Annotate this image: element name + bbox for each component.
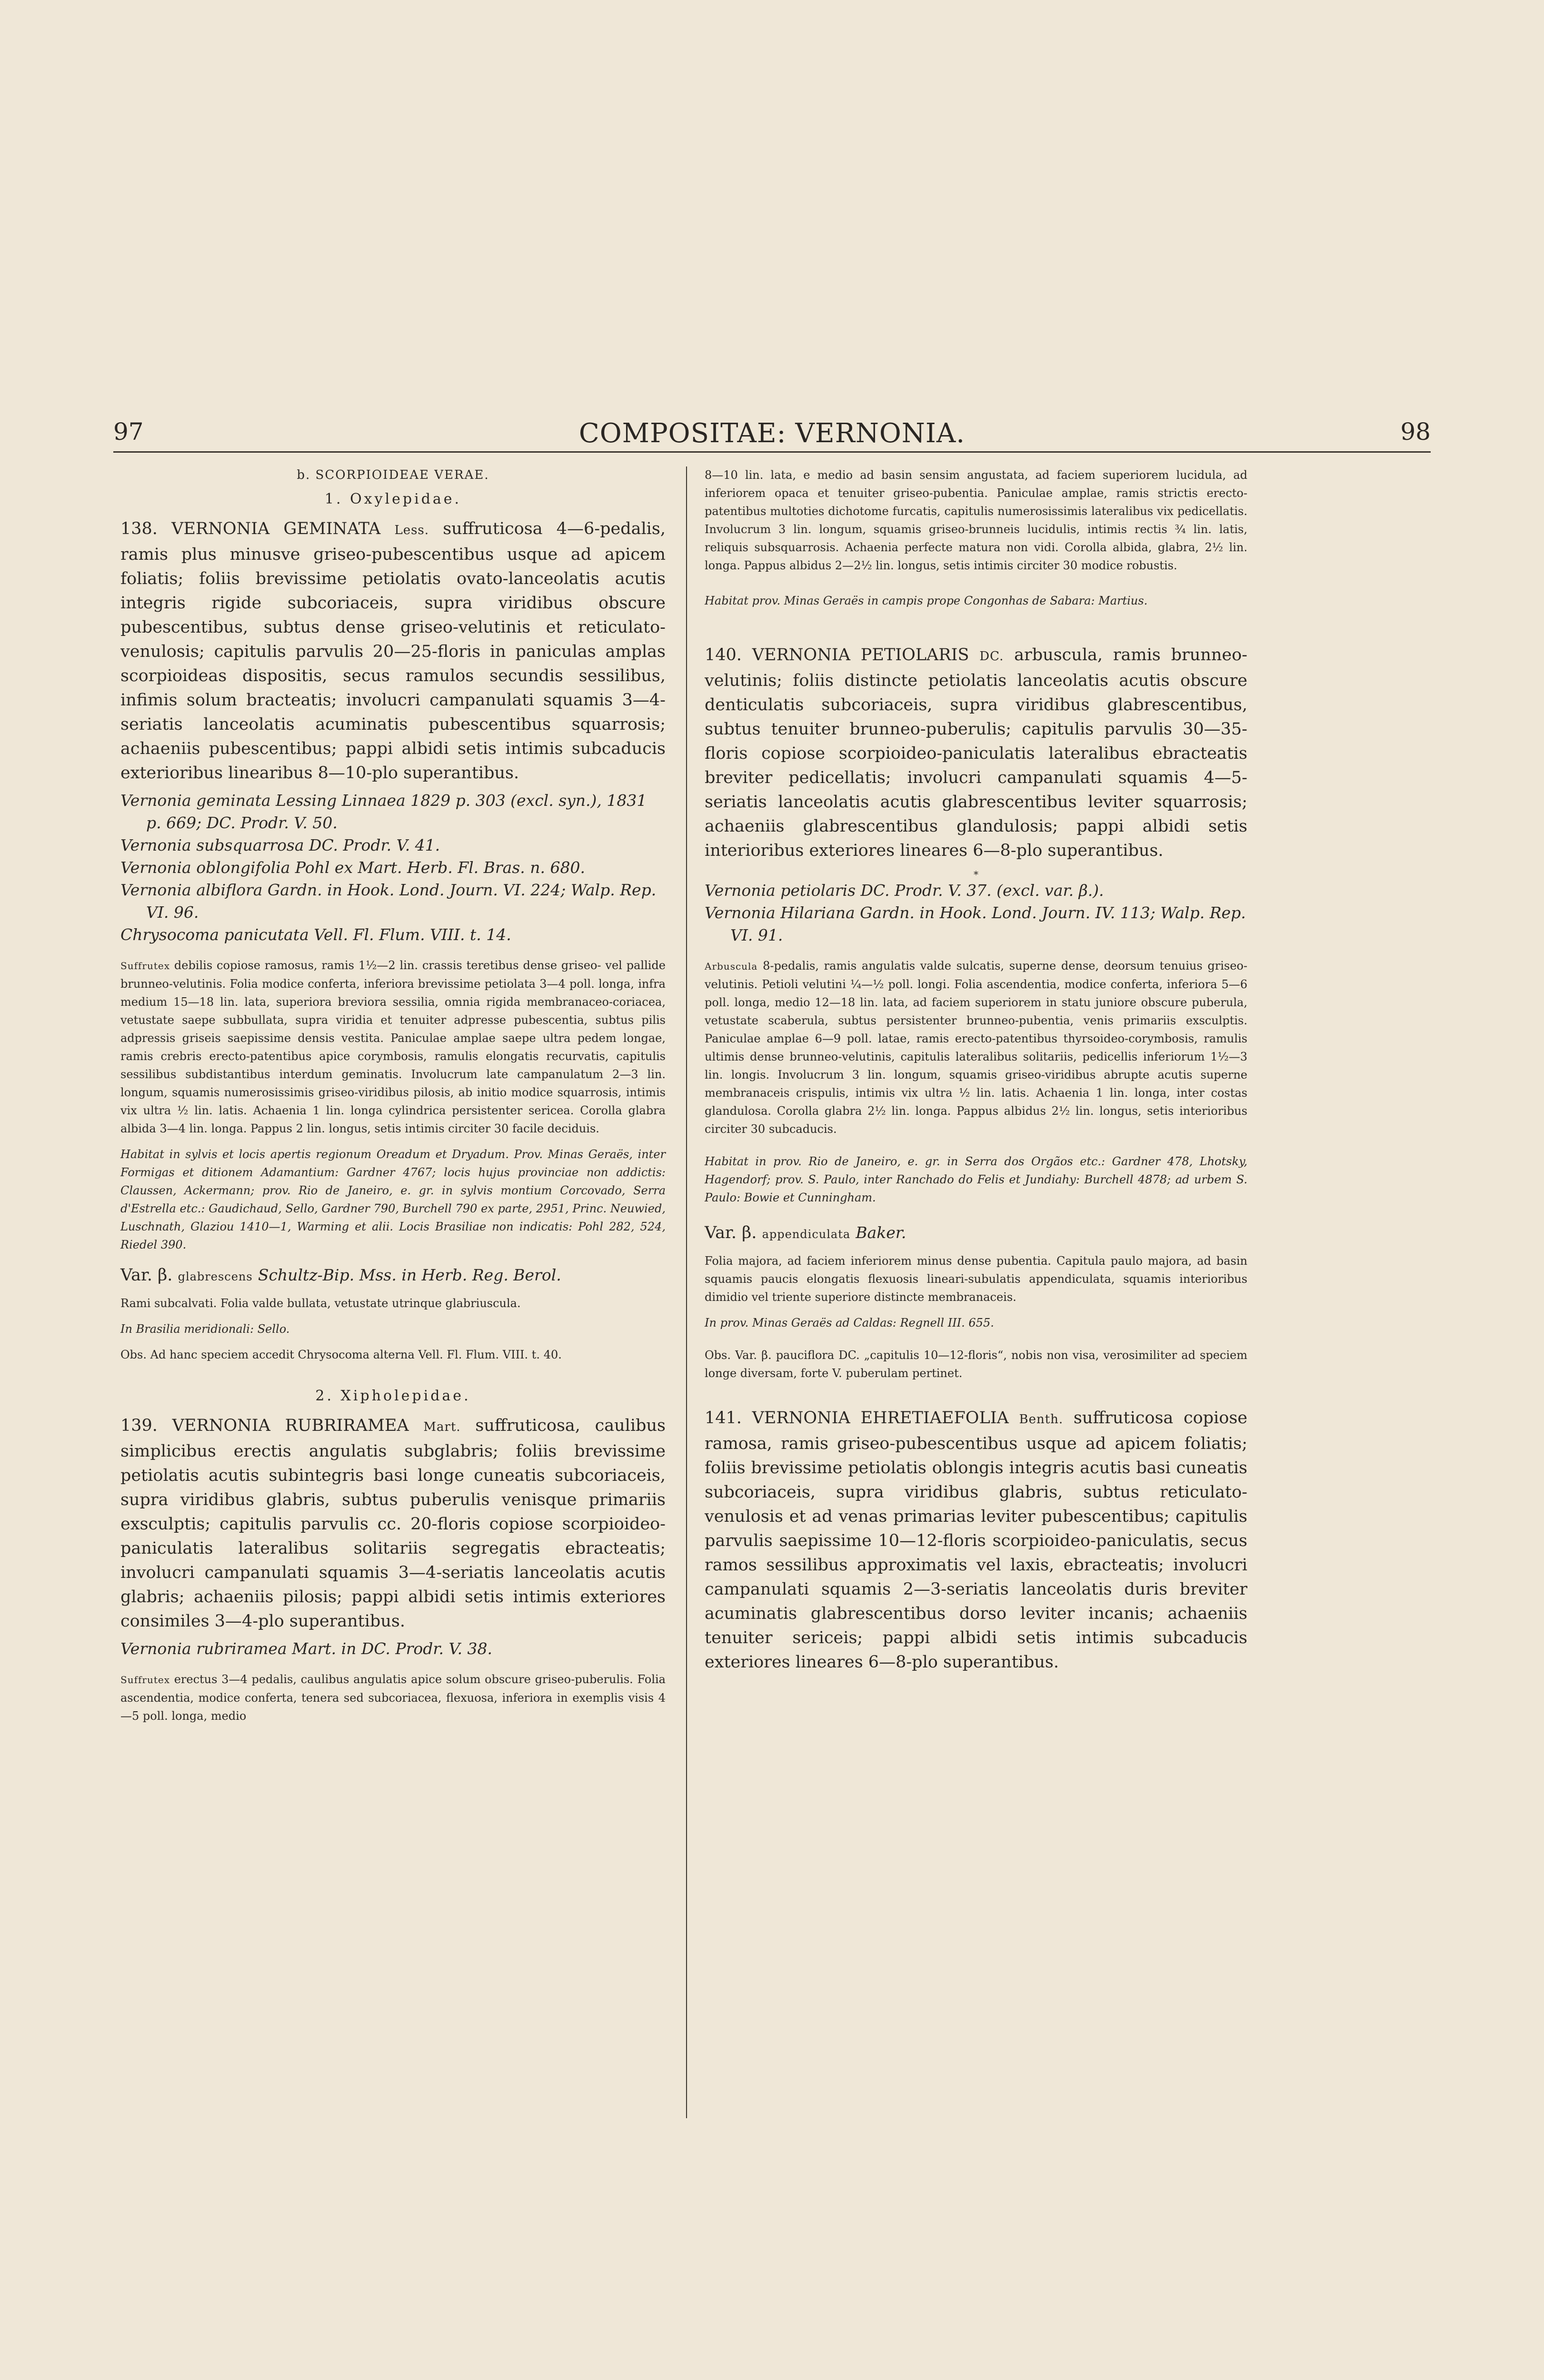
species-139-author: Mart.: [423, 1420, 461, 1434]
species-138-habitat: Habitat in sylvis et locis apertis regionum Oreadum et Dryadum. Prov. Minas Geraës, inter Formigas et ditionem Adamantium: Gardner 4767; locis hujus provinciae non addictis: Claussen, Ackermann; prov. Rio de Janeiro, e. gr. in sylvis montium Corcovado, Serra d'Estrella etc.: Gaudichaud, Sello, Gardner 790, Burchell 790 ex parte, 2951, Princ. Neuwied, Luschnath, Glaziou 1410—1, Warming et alii. Locis Brasiliae non indicatis: Pohl 282, 524, Riedel 390.: [120, 1148, 666, 1251]
species-138-observation: Obs. Ad hanc speciem accedit Chrysocoma alterna Vell. Fl. Flum. VIII. t. 40.: [120, 1348, 562, 1361]
species-139-diagnosis: [120, 1414, 666, 1634]
variety-name: appendiculata: [762, 1228, 851, 1241]
species-140-description: [705, 957, 1247, 1138]
spacer: [705, 1382, 1247, 1406]
species-141-diagnosis: [705, 1406, 1247, 1675]
right-column: [705, 464, 1247, 1675]
section-heading: b. SCORPIOIDEAE VERAE.: [297, 468, 489, 482]
species-138-diagnosis: [120, 517, 666, 785]
synonym: Vernonia oblongifolia Pohl ex Mart. Herb. Fl. Bras. n. 680.: [120, 858, 585, 877]
species-140-diagnosis: [705, 643, 1247, 863]
variety-author: Baker.: [856, 1223, 906, 1242]
species-139-text: suffruticosa, caulibus simplicibus erectis angulatis subglabris; foliis brevissime petiolatis acutis subintegris basi longe cuneatis subcoriaceis, supra viridibus glabris, subtus puberulis venisque primariis exsculptis; capitulis parvulis cc. 20-floris copiose scorpioideo-paniculatis lateralibus solitariis segregatis ebracteatis; involucri campanulati squamis 3—4-seriatis lanceolatis acutis glabris; achaeniis pilosis; pappi albidi setis intimis exteriores consimiles 3—4-plo superantibus.: [120, 1416, 666, 1631]
page-number-right: 98: [1400, 418, 1431, 446]
species-140-synonyms: [705, 879, 1247, 946]
running-header: [113, 418, 1431, 451]
spacer: [705, 610, 1247, 643]
species-141-text: suffruticosa copiose ramosa, ramis griseo-pubescentibus usque ad apicem foliatis; foliis brevissime petiolatis oblongis integris acutis basi cuneatis subcoriaceis, supra viridibus glabris, subtus reticulato-venulosis et ad venas primarias leviter pubescentibus; capitulis parvulis saepissime 10—12-floris scorpioideo-paniculatis, secus ramos sessilibus approximatis vel laxis, ebracteatis; involucri campanulati squamis 2—3-seriatis lanceolatis duris breviter acuminatis glabrescentibus dorso leviter incanis; achaeniis tenuiter sericeis; pappi albidi setis intimis subcaducis exteriores lineares 6—8-plo superantibus.: [705, 1408, 1247, 1672]
synonym: Vernonia petiolaris DC. Prodr. V. 37. (excl. var. β.).: [705, 881, 1104, 900]
subsection-heading: 1. Oxylepidae.: [324, 491, 462, 507]
species-139-description: [120, 1670, 666, 1725]
species-141-author: Benth.: [1019, 1412, 1064, 1427]
desc-lead: Arbuscula: [705, 961, 758, 972]
species-139-synonyms: [120, 1637, 666, 1660]
species-140-text: arbuscula, ramis brunneo-velutinis; foliis distincte petiolatis lanceolatis acutis obscure denticulatis subcoriaceis, supra viridibus glabrescentibus, subtus tenuiter brunneo-puberulis; capitulis parvulis 30—35-floris copiose scorpioideo-paniculatis lateralibus ebracteatis breviter pedicellatis; involucri campanulati squamis 4—5-seriatis lanceolatis acutis glabrescentibus leviter squarrosis; achaeniis glabrescentibus glandulosis; pappi albidi setis interioribus exteriores lineares 6—8-plo superantibus.: [705, 645, 1247, 860]
synonym: Vernonia geminata Lessing Linnaea 1829 p. 303 (excl. syn.), 1831 p. 669; DC. Prodr. V. 50.: [120, 791, 647, 832]
variety-label: Var. β.: [120, 1266, 173, 1285]
variety-138-description: Rami subcalvati. Folia valde bullata, vetustate utrinque glabriuscula.: [120, 1297, 521, 1310]
species-140-author: DC.: [979, 649, 1004, 664]
variety-label: Var. β.: [705, 1223, 757, 1242]
species-139-name: 139. VERNONIA RUBRIRAMEA: [120, 1416, 409, 1435]
left-column: [120, 464, 666, 1725]
subsection-heading: 2. Xipholepidae.: [315, 1388, 471, 1404]
variety-140-habitat: In prov. Minas Geraës ad Caldas: Regnell III. 655.: [705, 1316, 994, 1329]
variety-138-habitat: In Brasilia meridionali: Sello.: [120, 1322, 290, 1336]
variety-name: glabrescens: [178, 1270, 253, 1283]
desc-text: erectus 3—4 pedalis, caulibus angulatis apice solum obscure griseo-puberulis. Folia ascendentia, modice conferta, tenera sed subcoriacea, flexuosa, inferiora in exemplis visis 4—5 poll. longa, medio: [120, 1673, 666, 1723]
desc-lead: Suffrutex: [120, 960, 170, 972]
species-140-name: 140. VERNONIA PETIOLARIS: [705, 645, 969, 664]
variety-140-description: Folia majora, ad faciem inferiorem minus dense pubentia. Capitula paulo majora, ad basin squamis paucis elongatis flexuosis lineari-subulatis appendiculata, squamis interioribus dimidio vel triente superiore distincte membranaceis.: [705, 1254, 1247, 1304]
synonym: Chrysocoma panicutata Vell. Fl. Flum. VIII. t. 14.: [120, 925, 511, 944]
species-139-description-cont: 8—10 lin. lata, e medio ad basin sensim angustata, ad faciem superiorem lucidula, ad inferiorem opaca et tenuiter griseo-pubentia. Paniculae amplae, ramis strictis erecto-patentibus multoties dichotome furcatis, capitulis numerosissimis lateralibus vix pedicellatis. Involucrum 3 lin. longum, squamis griseo-brunneis lucidulis, intimis rectis ¾ lin. latis, reliquis subsquarrosis. Achaenia perfecte matura non vidi. Corolla albida, glabra, 2½ lin. longa. Pappus albidus 2—2½ lin. longus, setis intimis circiter 30 modice robustis.: [705, 468, 1247, 572]
ornament-asterisk: *: [974, 869, 978, 880]
column-divider: [686, 466, 687, 2118]
desc-text: debilis copiose ramosus, ramis 1½—2 lin. crassis teretibus dense griseo- vel pallide brunneo-velutinis. Folia modice conferta, inferiora brevissime petiolata 3—4 poll. longa, infra medium 15—18 lin. lata, superiora breviora sessilia, omnia rigida membranaceo-coriacea, vetustate saepe subbullata, supra viridia et tenuiter adpresse pubescentia, subtus pilis adpressis griseis saepissime densis vestita. Paniculae amplae saepe ultra pedem longae, ramis crebris erecto-patentibus apice corymbosis, ramulis elongatis recurvatis, capitulis sessilibus subdistantibus interdum geminatis. Involucrum late campanulatum 2—3 lin. longum, squamis numerosissimis griseo-viridibus pilosis, ab initio modice squarrosis, intimis vix ultra ½ lin. latis. Achaenia 1 lin. longa cylindrica persistenter sericea. Corolla glabra albida 3—4 lin. longa. Pappus 2 lin. longus, setis intimis circiter 30 facile deciduis.: [120, 959, 666, 1135]
species-138-name: 138. VERNONIA GEMINATA: [120, 519, 381, 538]
desc-text: 8-pedalis, ramis angulatis valde sulcatis, superne dense, deorsum tenuius griseo-velutinis. Petioli velutini ¼—½ poll. longi. Folia ascendentia, modice conferta, inferiora 5—6 poll. longa, medio 12—18 lin. lata, ad faciem superiorem in statu juniore obscure puberula, vetustate scaberula, subtus persistenter brunneo-pubentia, venis primariis exsculptis. Paniculae amplae 6—9 poll. latae, ramis erecto-patentibus thyrsoideo-corymbosis, ramulis ultimis dense brunneo-velutinis, capitulis lateralibus solitariis, pedicellis inferiorum 1½—3 lin. longis. Involucrum 3 lin. longum, squamis griseo-viridibus abrupte acutis superne membranaceis crispulis, intimis vix ultra ½ lin. latis. Achaenia 1 lin. longa, inter costas glandulosa. Corolla glabra 2½ lin. longa. Pappus albidus 2½ lin. longus, setis interioribus circiter 30 subcaducis.: [705, 959, 1247, 1136]
synonym: Vernonia Hilariana Gardn. in Hook. Lond. Journ. IV. 113; Walp. Rep. VI. 91.: [705, 903, 1246, 944]
species-138-synonyms: [120, 789, 666, 946]
species-140-observation: Obs. Var. β. pauciflora DC. „capitulis 10—12-floris“, nobis non visa, verosimiliter ad speciem longe diversam, forte V. puberulam pertinet.: [705, 1349, 1247, 1380]
synonym: Vernonia subsquarrosa DC. Prodr. V. 41.: [120, 836, 440, 854]
desc-lead: Suffrutex: [120, 1674, 170, 1686]
species-138-author: Less.: [394, 523, 429, 537]
variety-138-beta: [120, 1263, 666, 1289]
variety-140-beta: [705, 1221, 1247, 1246]
running-title: COMPOSITAE: VERNONIA.: [578, 418, 966, 449]
species-138-text: suffruticosa 4—6-pedalis, ramis plus minusve griseo-pubescentibus usque ad apicem foliatis; foliis brevissime petiolatis ovato-lanceolatis acutis integris rigide subcoriaceis, supra viridibus obscure pubescentibus, subtus dense griseo-velutinis et reticulato-venulosis; capitulis parvulis 20—25-floris in paniculas amplas scorpioideas dispositis, secus ramulos secundis sessilibus, infimis solum bracteatis; involucri campanulati squamis 3—4-seriatis lanceolatis acuminatis pubescentibus squarrosis; achaeniis pubescentibus; pappi albidi setis intimis subcaducis exterioribus linearibus 8—10-plo superantibus.: [120, 519, 666, 783]
synonym: Vernonia albiflora Gardn. in Hook. Lond. Journ. VI. 224; Walp. Rep. VI. 96.: [120, 881, 657, 922]
species-141-name: 141. VERNONIA EHRETIAEFOLIA: [705, 1408, 1009, 1428]
variety-author: Schultz-Bip. Mss. in Herb. Reg. Berol.: [258, 1266, 561, 1284]
species-139-habitat: Habitat prov. Minas Geraës in campis prope Congonhas de Sabara: Martius.: [705, 594, 1148, 607]
page-number-left: 97: [113, 418, 144, 446]
synonym: Vernonia rubriramea Mart. in DC. Prodr. V. 38.: [120, 1639, 493, 1658]
species-140-habitat: Habitat in prov. Rio de Janeiro, e. gr. in Serra dos Orgãos etc.: Gardner 478, Lhotsky, Hagendorf; prov. S. Paulo, inter Ranchado do Felis et Jundiahy: Burchell 4878; ad urbem S. Paulo: Bowie et Cunningham.: [705, 1155, 1247, 1204]
species-138-description: [120, 956, 666, 1138]
header-rule: [113, 451, 1431, 453]
